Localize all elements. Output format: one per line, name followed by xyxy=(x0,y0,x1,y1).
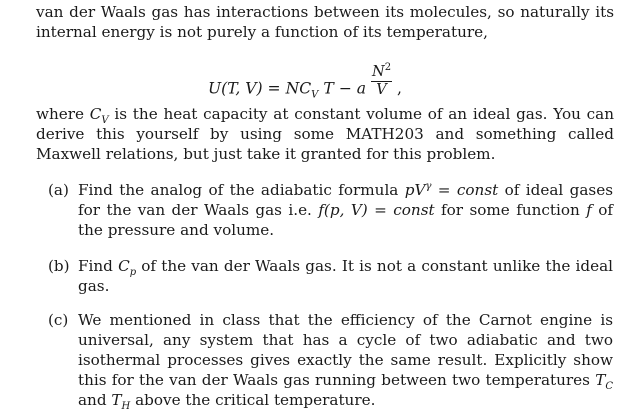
fraction-numerator: $N^2$ xyxy=(372,62,392,80)
item-c-label: (c) xyxy=(48,311,69,329)
item-a-body: Find the analog of the adiabatic formula $pV^\gamma$ = const of ideal gases for the van der Waals gas i.e. f(p, V) = const for some function f of the pressure and volume. xyxy=(78,180,614,239)
item-c-body: We mentioned in class that the efficiency of the Carnot engine is universal, any system that has a cycle of two adiabatic and two isothermal processes gives exactly the same result. Explicitly show this for the van der Waals gas running between two temperatures $T_C$ and $T_H$ above the critical temperature. xyxy=(78,311,613,413)
equation-trailing-comma: , xyxy=(397,79,403,98)
equation-fraction xyxy=(371,64,392,99)
intro-paragraph xyxy=(36,2,614,42)
equation-lhs-subscript: V xyxy=(311,89,319,101)
equation-body xyxy=(208,62,403,107)
item-b-body: Find $C_p$ of the van der Waals gas. It is not a constant unlike the ideal gas. xyxy=(78,257,613,295)
equation-mid: T − a xyxy=(323,79,367,98)
item-b-label: (b) xyxy=(48,257,70,275)
fraction-denominator: V xyxy=(376,82,387,98)
where-text-1: where xyxy=(36,105,90,123)
internal-energy-equation xyxy=(0,54,642,101)
equation-lhs: U(T, V) = NC xyxy=(208,79,312,98)
item-a-label: (a) xyxy=(48,181,69,199)
where-cv-subscript: V xyxy=(101,115,109,127)
where-text-2: is the heat capacity at constant volume of an ideal gas. You can derive this yourself by using some MATH203 and something called Maxwell relations, but just take it granted for this problem. xyxy=(36,105,614,163)
where-paragraph xyxy=(36,104,614,164)
where-cv: C xyxy=(89,105,102,123)
intro-text: van der Waals gas has interactions between its molecules, so naturally its internal energy is not purely a function of its temperature, xyxy=(36,3,614,41)
